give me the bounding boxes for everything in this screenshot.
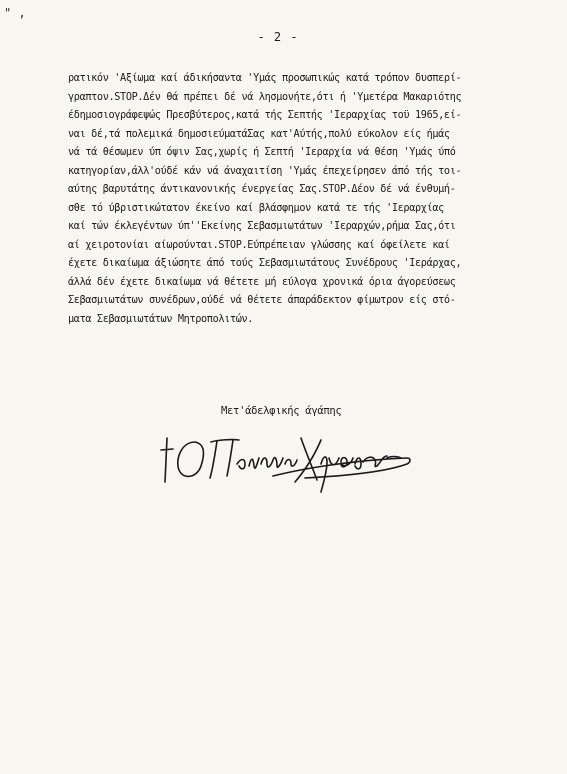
body-line: έδημοσιογράφεψώς Πρεσβύτερος,κατά τής Σεπτής 'Ιεραρχίας τοϋ 1965,εί- xyxy=(68,110,462,121)
body-line: γραπτον.STOP.Δέν θά πρέπει δέ νά λησμονήτε,ότι ή 'Υμετέρα Μακαριότης xyxy=(68,91,462,103)
body-line: αί χειροτονίαι αίωρούνται.STOP.Εύπρέπειαν γλώσσης καί όφείλετε καί xyxy=(68,239,450,251)
corner-mark: " , xyxy=(4,6,26,20)
body-line: Σεβασμιωτάτων συνέδρων,ούδέ νά θέτετε άπαράδεκτον φίμωτρον είς στό- xyxy=(68,295,456,306)
body-line: αύτης βαρυτάτης άντικανονικής ένεργείας Σας.STOP.Δέον δέ νά ένθυμή- xyxy=(68,184,456,195)
body-line: ρατικόν 'Αξίωμα καί άδικήσαντα 'Υμάς προσωπικώς κατά τρόπον δυσπερί- xyxy=(68,73,462,84)
letter-body xyxy=(68,70,548,329)
handwritten-signature xyxy=(155,420,415,495)
body-line: καί τών έκλεγέντων ύπ''Εκείνης Σεβασμιωτάτων 'Ιεραρχών,ρήμα Σας,ότι xyxy=(68,221,456,232)
body-line: έχετε δικαίωμα άξιώσητε άπό τούς Σεβασμιωτάτους Συνέδρους 'Ιεράρχας, xyxy=(68,258,462,269)
body-line: ναι δέ,τά πολεμικά δημοσιεύματάΣας κατ'Αύτής,πολύ εύκολον είς ήμάς xyxy=(68,128,450,140)
body-line: άλλά δέν έχετε δικαίωμα νά θέτετε μή εύλογα χρονικά όρια άγορεύσεως xyxy=(68,276,456,288)
body-line: νά τά θέσωμεν ύπ όψιν Σας,χωρίς ή Σεπτή 'Ιεραρχία νά θέση 'Υμάς ύπό xyxy=(68,147,456,158)
body-line: ματα Σεβασμιωτάτων Μητροπολιτών. xyxy=(68,313,254,325)
closing-salutation: Μετ'άδελφικής άγάπης xyxy=(221,405,342,417)
body-line: σθε τό ύβριστικώτατον έκείνο καί βλάσφημον κατά τε τής 'Ιεραρχίας xyxy=(68,202,444,214)
page-number: - 2 - xyxy=(257,30,299,44)
body-line: κατηγορίαν,άλλ'ούδέ κάν νά άναχαιτίση 'Υμάς έπεχείρησεν άπό τής τοι- xyxy=(68,165,462,177)
